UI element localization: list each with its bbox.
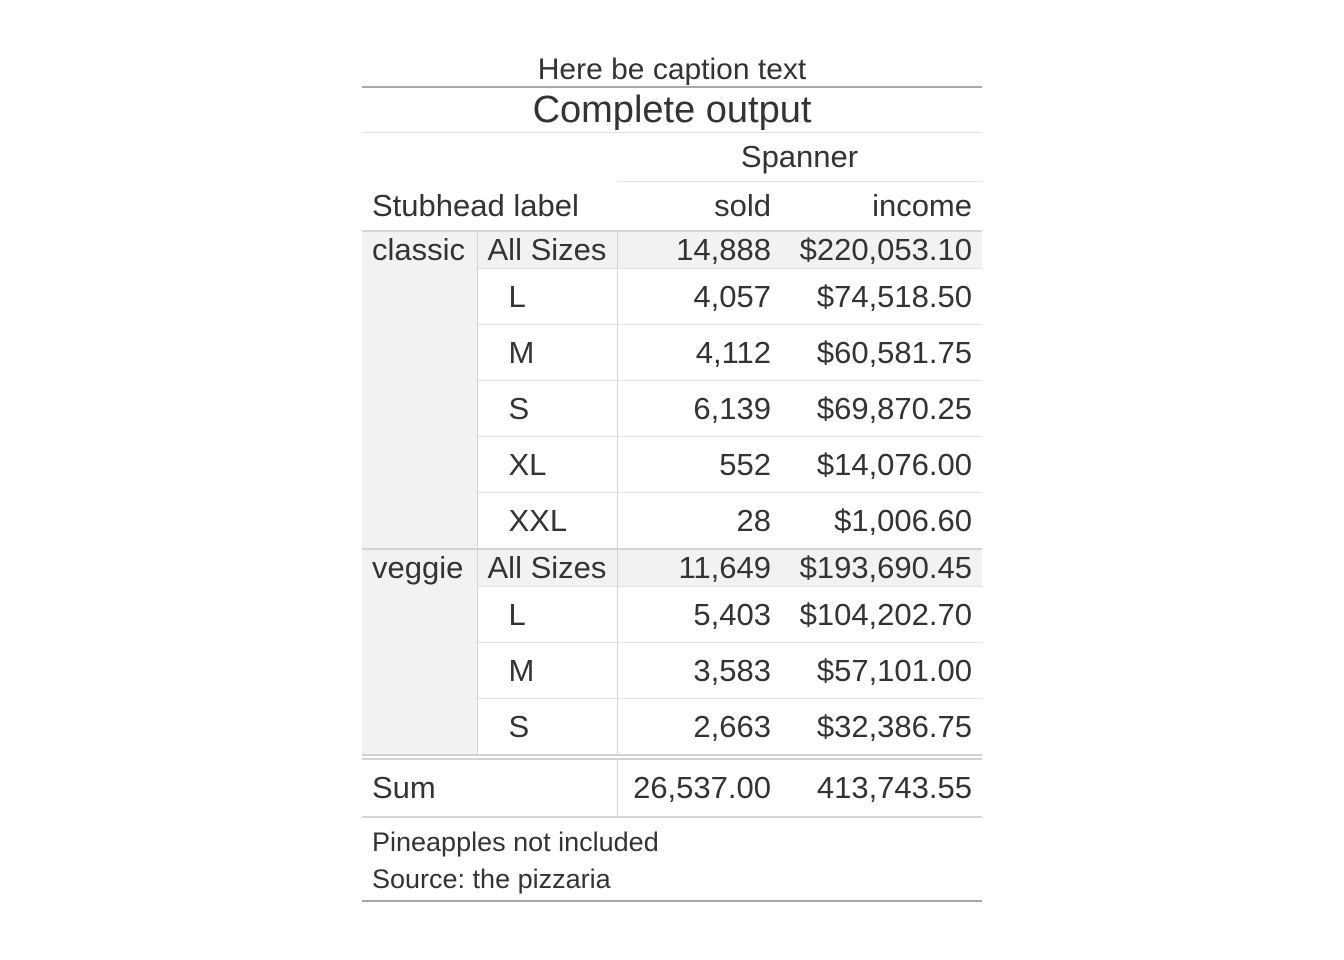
table-body [362, 231, 982, 817]
row-stub: S [477, 381, 617, 437]
cell-income: $69,870.25 [781, 381, 982, 437]
summary-row-label: All Sizes [477, 231, 617, 269]
data-table [362, 133, 982, 818]
cell-sold: 5,403 [617, 587, 781, 643]
column-header-income: income [781, 182, 982, 232]
gt-table-container [362, 48, 982, 902]
summary-row [362, 231, 982, 269]
cell-income: $32,386.75 [781, 699, 982, 758]
row-stub: M [477, 325, 617, 381]
spanner-blank [362, 133, 617, 182]
row-stub: L [477, 587, 617, 643]
summary-row [362, 549, 982, 587]
table-header [362, 133, 982, 231]
stubhead-label: Stubhead label [362, 182, 617, 232]
row-group-label: veggie [362, 549, 477, 757]
cell-income: $57,101.00 [781, 643, 982, 699]
cell-income: $104,202.70 [781, 587, 982, 643]
table-footnotes [362, 818, 982, 902]
cell-sold: 3,583 [617, 643, 781, 699]
cell-sold: 4,112 [617, 325, 781, 381]
summary-cell-sold: 11,649 [617, 549, 781, 587]
row-group-label: classic [362, 231, 477, 549]
row-stub: XXL [477, 493, 617, 550]
cell-sold: 552 [617, 437, 781, 493]
cell-income: $14,076.00 [781, 437, 982, 493]
source-note: Source: the pizzaria [372, 864, 611, 894]
grand-summary-income: 413,743.55 [781, 757, 982, 817]
cell-income: $1,006.60 [781, 493, 982, 550]
table-caption: Here be caption text [362, 48, 982, 88]
grand-summary-sold: 26,537.00 [617, 757, 781, 817]
cell-sold: 6,139 [617, 381, 781, 437]
cell-income: $74,518.50 [781, 269, 982, 325]
summary-row-label: All Sizes [477, 549, 617, 587]
cell-sold: 28 [617, 493, 781, 550]
row-stub: XL [477, 437, 617, 493]
footnote: Pineapples not included [372, 827, 659, 857]
summary-cell-income: $193,690.45 [781, 549, 982, 587]
table-title: Complete output [362, 88, 982, 133]
cell-sold: 2,663 [617, 699, 781, 758]
row-stub: L [477, 269, 617, 325]
column-header-sold: sold [617, 182, 781, 232]
summary-cell-income: $220,053.10 [781, 231, 982, 269]
summary-cell-sold: 14,888 [617, 231, 781, 269]
column-header-row [362, 182, 982, 232]
column-spanner: Spanner [617, 133, 982, 182]
cell-sold: 4,057 [617, 269, 781, 325]
spanner-row [362, 133, 982, 182]
row-stub: S [477, 699, 617, 758]
row-stub: M [477, 643, 617, 699]
grand-summary-row [362, 757, 982, 817]
cell-income: $60,581.75 [781, 325, 982, 381]
grand-summary-label: Sum [362, 757, 617, 817]
